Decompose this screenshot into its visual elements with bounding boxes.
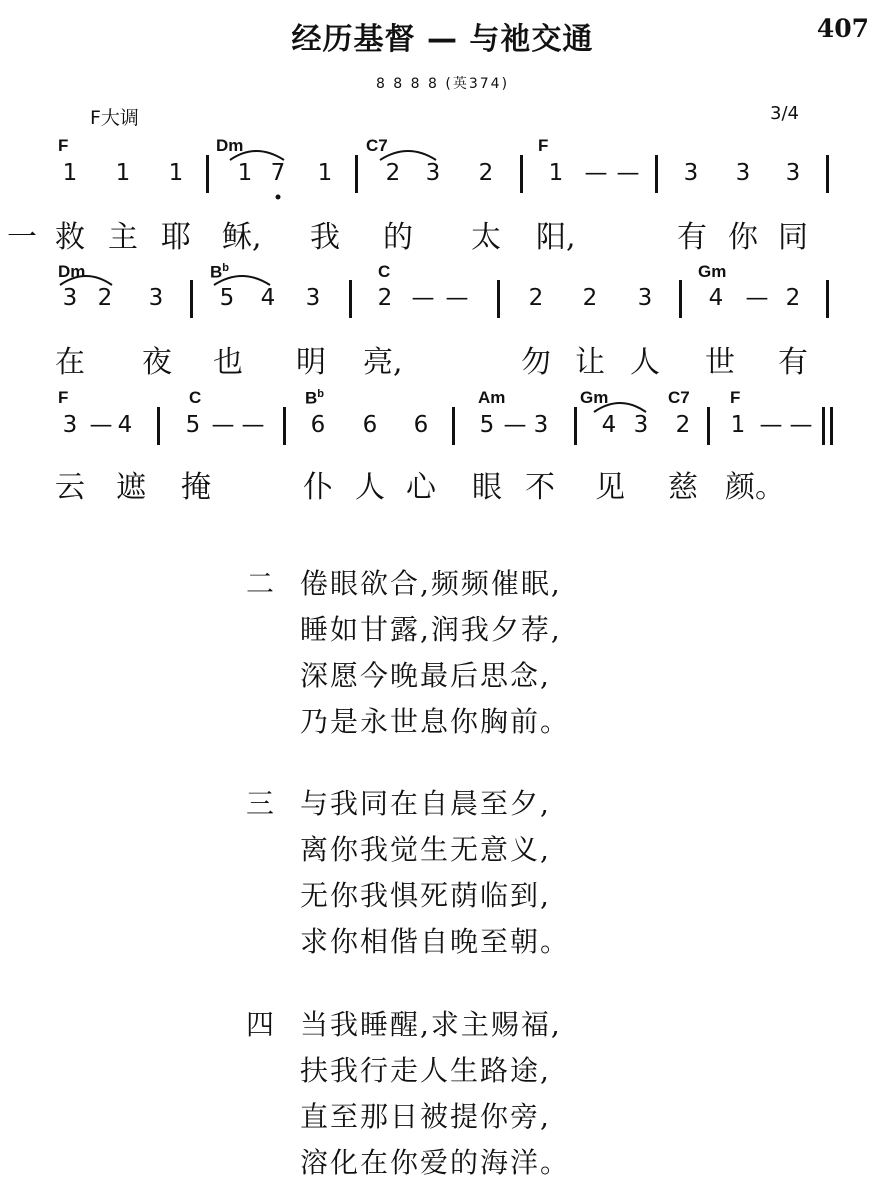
chord: C7	[366, 136, 388, 155]
note: 4	[601, 412, 617, 438]
note-dash: —	[745, 285, 769, 311]
lyric: 眼	[472, 470, 502, 505]
lyric: 有	[677, 220, 707, 255]
verse-line: 无你我惧死荫临到,	[300, 879, 551, 912]
barline	[574, 407, 577, 445]
note: 5	[219, 285, 235, 311]
note: 2	[675, 412, 691, 438]
lyric: 世	[705, 345, 735, 380]
note: 3	[425, 160, 441, 186]
verse-number: 一	[7, 220, 37, 255]
note: 3	[735, 160, 751, 186]
lyric: 夜	[142, 345, 172, 380]
barline	[520, 155, 523, 193]
verse-line: 直至那日被提你旁,	[300, 1100, 551, 1133]
note-dash: —	[759, 412, 783, 438]
verse-line: 与我同在自晨至夕,	[300, 787, 551, 820]
note: 4	[260, 285, 276, 311]
note-dash: —	[211, 412, 235, 438]
verse-line: 扶我行走人生路途,	[300, 1054, 551, 1087]
verse-line: 溶化在你爱的海洋。	[300, 1146, 571, 1179]
verse-number: 二	[246, 567, 277, 600]
barline	[349, 280, 352, 318]
note-dash: —	[503, 412, 527, 438]
lyric: 遮	[116, 470, 146, 505]
barline	[157, 407, 160, 445]
lyric: 勿	[521, 345, 551, 380]
barline	[206, 155, 209, 193]
barline	[452, 407, 455, 445]
chord: F	[538, 136, 549, 155]
lyric: 主	[108, 220, 138, 255]
lyric: 在	[55, 345, 85, 380]
note: 1	[62, 160, 78, 186]
lyric: 颜。	[725, 470, 785, 505]
lyric: 人	[355, 470, 385, 505]
note: 3	[683, 160, 699, 186]
verse-line: 睡如甘露,润我夕荐,	[300, 613, 562, 646]
note: 3	[785, 160, 801, 186]
lyric: 太	[471, 220, 501, 255]
barline	[826, 155, 829, 193]
note: 2	[385, 160, 401, 186]
final-barline	[822, 407, 825, 445]
lyric: 明	[296, 345, 326, 380]
note: 2	[528, 285, 544, 311]
note: 1	[317, 160, 333, 186]
note: 7	[270, 160, 286, 186]
note: 2	[478, 160, 494, 186]
verse-line: 倦眼欲合,频频催眠,	[300, 567, 562, 600]
note: 2	[785, 285, 801, 311]
verse-line: 求你相偕自晚至朝。	[300, 925, 571, 958]
lyric: 的	[383, 220, 413, 255]
key-signature: F大调	[90, 107, 139, 129]
lyric: 耶	[161, 220, 191, 255]
note: 1	[730, 412, 746, 438]
barline	[355, 155, 358, 193]
verse-number: 三	[246, 787, 277, 820]
chord: Am	[478, 388, 506, 407]
note: 3	[62, 412, 78, 438]
chord: Gm	[580, 388, 609, 407]
note: 6	[362, 412, 378, 438]
chord: Gm	[698, 262, 727, 281]
page-number: 407	[816, 14, 869, 43]
note: 3	[62, 285, 78, 311]
final-barline	[830, 407, 833, 445]
note: 4	[708, 285, 724, 311]
chord: F	[730, 388, 741, 407]
lyric: 仆	[303, 470, 333, 505]
note: 5	[185, 412, 201, 438]
lyric: 同	[778, 220, 808, 255]
lyric: 心	[406, 470, 436, 505]
note: 6	[310, 412, 326, 438]
note: 2	[97, 285, 113, 311]
lyric: 不	[525, 470, 555, 505]
slur	[380, 151, 436, 160]
note: 5	[479, 412, 495, 438]
lyric: 让	[575, 345, 605, 380]
note: 1	[237, 160, 253, 186]
meter: 8 8 8 8 (英374)	[375, 76, 510, 92]
note: 3	[637, 285, 653, 311]
verse-line: 离你我觉生无意义,	[300, 833, 551, 866]
lyric: 见	[595, 470, 625, 505]
note: 3	[305, 285, 321, 311]
lyric: 慈	[668, 470, 698, 505]
note: 3	[633, 412, 649, 438]
barline	[497, 280, 500, 318]
note-dash: —	[789, 412, 813, 438]
verse-number: 四	[246, 1008, 277, 1041]
lyric: 救	[55, 220, 85, 255]
chord: F	[58, 136, 69, 155]
chord: C	[378, 262, 391, 281]
barline	[655, 155, 658, 193]
verse-line: 当我睡醒,求主赐福,	[300, 1008, 562, 1041]
hymn-title: 经历基督 — 与祂交通	[291, 22, 594, 57]
lyric: 也	[213, 345, 243, 380]
note: 3	[533, 412, 549, 438]
lyric: 亮,	[363, 345, 403, 380]
lyric: 有	[778, 345, 808, 380]
barline	[679, 280, 682, 318]
lyric: 稣,	[222, 220, 262, 255]
chord: F	[58, 388, 69, 407]
lyric: 你	[728, 220, 758, 255]
chord: C	[189, 388, 202, 407]
note-dash: —	[89, 412, 113, 438]
note-dash: —	[616, 160, 640, 186]
note-dash: —	[584, 160, 608, 186]
barline	[707, 407, 710, 445]
time-signature: 3/4	[770, 103, 799, 124]
verse-line: 乃是永世息你胸前。	[300, 705, 571, 738]
chord: $B^b$	[210, 262, 230, 282]
chord: $B^b$	[305, 388, 325, 408]
lyric: 云	[55, 470, 85, 505]
note: 1	[548, 160, 564, 186]
octave-dot	[276, 195, 281, 200]
note: 4	[117, 412, 133, 438]
barline	[826, 280, 829, 318]
barline	[190, 280, 193, 318]
note-dash: —	[241, 412, 265, 438]
lyric: 阳,	[536, 220, 576, 255]
note: 1	[168, 160, 184, 186]
chord: Dm	[58, 262, 86, 281]
chord: C7	[668, 388, 690, 407]
chord: Dm	[216, 136, 244, 155]
lyric: 掩	[181, 470, 211, 505]
note: 1	[115, 160, 131, 186]
note-dash: —	[445, 285, 469, 311]
lyric: 人	[630, 345, 660, 380]
note-dash: —	[411, 285, 435, 311]
note: 2	[377, 285, 393, 311]
note: 6	[413, 412, 429, 438]
barline	[283, 407, 286, 445]
note: 2	[582, 285, 598, 311]
verse-line: 深愿今晚最后思念,	[300, 659, 551, 692]
note: 3	[148, 285, 164, 311]
lyric: 我	[310, 220, 340, 255]
